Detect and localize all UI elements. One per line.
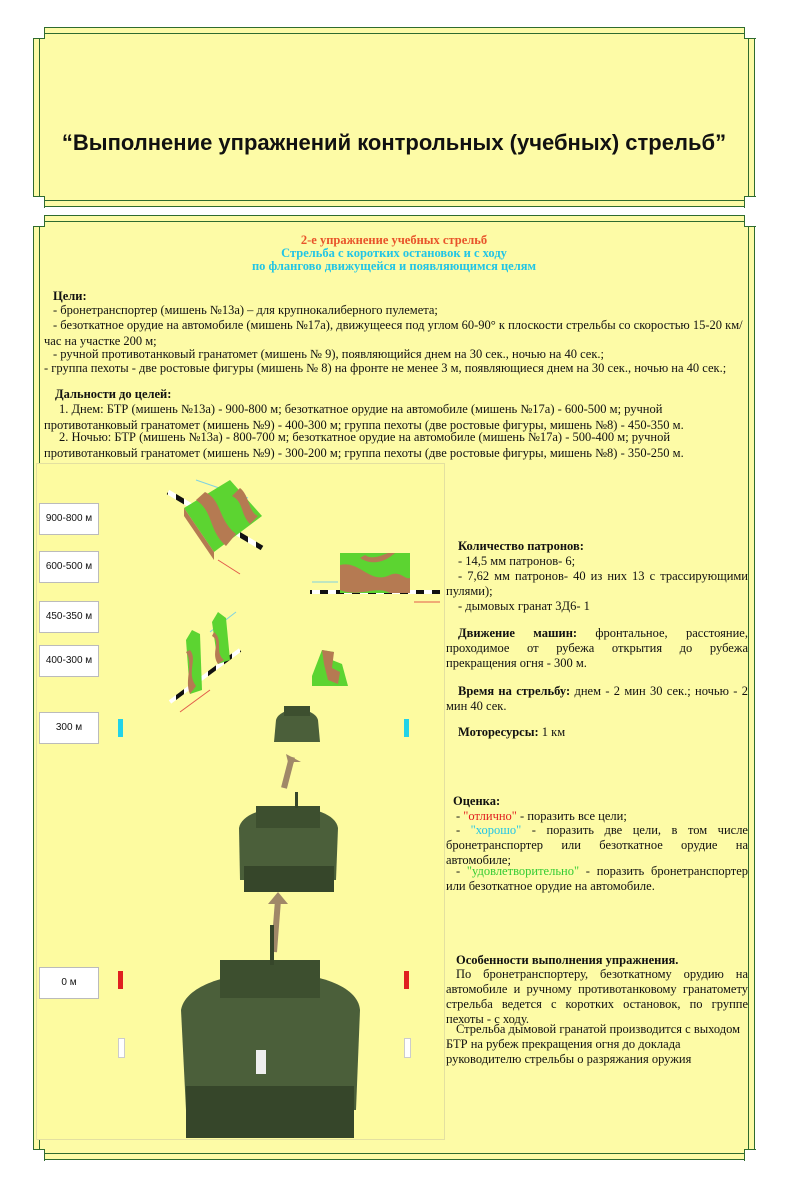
motor-heading: Моторесурсы: xyxy=(458,725,539,739)
target-item-1: - бронетранспортер (мишень №13а) – для крупнокалиберного пулемета; xyxy=(53,303,438,317)
distance-label-450-350: 450-350 м xyxy=(39,601,99,633)
targets-heading: Цели: xyxy=(53,289,87,303)
distance-label-600-500: 600-500 м xyxy=(39,551,99,583)
features-heading: Особенности выполнения упражнения. xyxy=(456,953,679,967)
ranges-heading: Дальности до целей: xyxy=(55,387,172,401)
features-paragraph-2: Стрельба дымовой гранатой производится с выходом БТР на рубеж прекращения огня до доклада руководителю стрельбы о разряжания оружия xyxy=(446,1022,741,1066)
grading-good-label: "хорошо" xyxy=(470,823,522,837)
distance-label-900-800: 900-800 м xyxy=(39,503,99,535)
target-item-3: - ручной противотанковый гранатомет (мишень № 9), появляющийся днем на 30 сек., ночью на 40 сек.; xyxy=(53,347,604,361)
movement-text xyxy=(446,626,748,671)
motor-body: 1 км xyxy=(538,725,566,739)
grading-excellent: - "отлично" - поразить все цели; xyxy=(456,809,627,823)
features-paragraph-1: По бронетранспортеру, безоткатному орудию на автомобиле и ручному противотанковому гранатомету стрельба ведется с коротких остановок, по группе пехоты - с ходу. xyxy=(446,967,748,1026)
ammo-item-2: - 7,62 мм патронов- 40 из них 13 с трассирующими пулями); xyxy=(446,569,748,598)
distance-label-300: 300 м xyxy=(39,712,99,744)
vehicle-target-icon xyxy=(310,553,440,602)
btr-vehicle-icon xyxy=(181,706,360,1138)
grading-good-text: - поразить две цели, в том числе бронетранспортер или безоткатное орудие на автомобиле; xyxy=(446,823,748,867)
time-text xyxy=(446,684,748,714)
exercise-title: 2-е упражнение учебных стрельб xyxy=(300,233,488,247)
infantry-target-icon xyxy=(170,612,240,712)
rpg-target-icon xyxy=(312,650,348,686)
grading-excellent-text: - поразить все цели; xyxy=(516,809,627,823)
grading-satisfactory-label: "удовлетворительно" xyxy=(466,864,580,878)
grading-heading: Оценка: xyxy=(453,794,501,808)
grading-good: - "хорошо" - поразить две цели, в том числе бронетранспортер или безоткатное орудие на автомобиле; xyxy=(446,823,748,867)
exercise-subtitle-2: по флангово движущейся и появляющимся целям xyxy=(251,259,536,273)
page-title: “Выполнение упражнений контрольных (учебных) стрельб” xyxy=(61,130,727,155)
range-item-2: 2. Ночью: БТР (мишень №13а) - 800-700 м; безоткатное орудие на автомобиле (мишень №17а) - 500-400 м; ручной противотанковый гранатомет (мишень №9) - 300-200 м; группа пехоты (две ростовые фигуры, мишень №8) - 350-250 м. xyxy=(44,430,684,460)
ammo-item-3: - дымовых гранат 3Д6- 1 xyxy=(458,599,590,613)
ammo-item-1: - 14,5 мм патронов- 6; xyxy=(458,554,576,568)
target-item-4: - группа пехоты - две ростовые фигуры (мишень № 8) на фронте не менее 3 м, появляющиеся днем на 30 сек., ночью на 40 сек.; xyxy=(44,361,727,375)
exercise-subtitle: Стрельба с коротких остановок и с ходу xyxy=(281,246,507,260)
distance-label-0: 0 м xyxy=(39,967,99,999)
movement-heading: Движение машин: xyxy=(458,626,578,640)
btr-target-icon xyxy=(168,480,262,574)
motor-text xyxy=(458,725,748,740)
range-item-1: 1. Днем: БТР (мишень №13а) - 900-800 м; безоткатное орудие на автомобиле (мишень №17а) - 600-500 м; ручной противотанковый гранатомет (мишень №9) - 400-300 м; группа пехоты (две ростовые фигуры, мишень №8) - 450-350 м. xyxy=(44,402,684,432)
time-body: днем - 2 мин 30 сек.; ночью - 2 мин 40 сек. xyxy=(446,684,748,713)
grading-satisfactory-text: - поразить бронетранспортер или безоткатное орудие на автомобиле. xyxy=(446,864,748,893)
ammo-heading: Количество патронов: xyxy=(458,539,584,553)
grading-excellent-label: "отлично" xyxy=(463,809,517,823)
target-item-2: - безоткатное орудие на автомобиле (мишень №17а), движущееся под углом 60-90° к плоскости стрельбы со скоростью 15-20 км/час на участке 200 м; xyxy=(44,318,743,348)
distance-label-400-300: 400-300 м xyxy=(39,645,99,677)
time-heading: Время на стрельбу: xyxy=(458,684,571,698)
movement-body: фронтальное, расстояние, проходимое от рубежа открытия до рубежа прекращения огня - 300 м. xyxy=(446,626,748,670)
grading-satisfactory: - "удовлетворительно" - поразить бронетранспортер или безоткатное орудие на автомобиле. xyxy=(446,864,748,893)
